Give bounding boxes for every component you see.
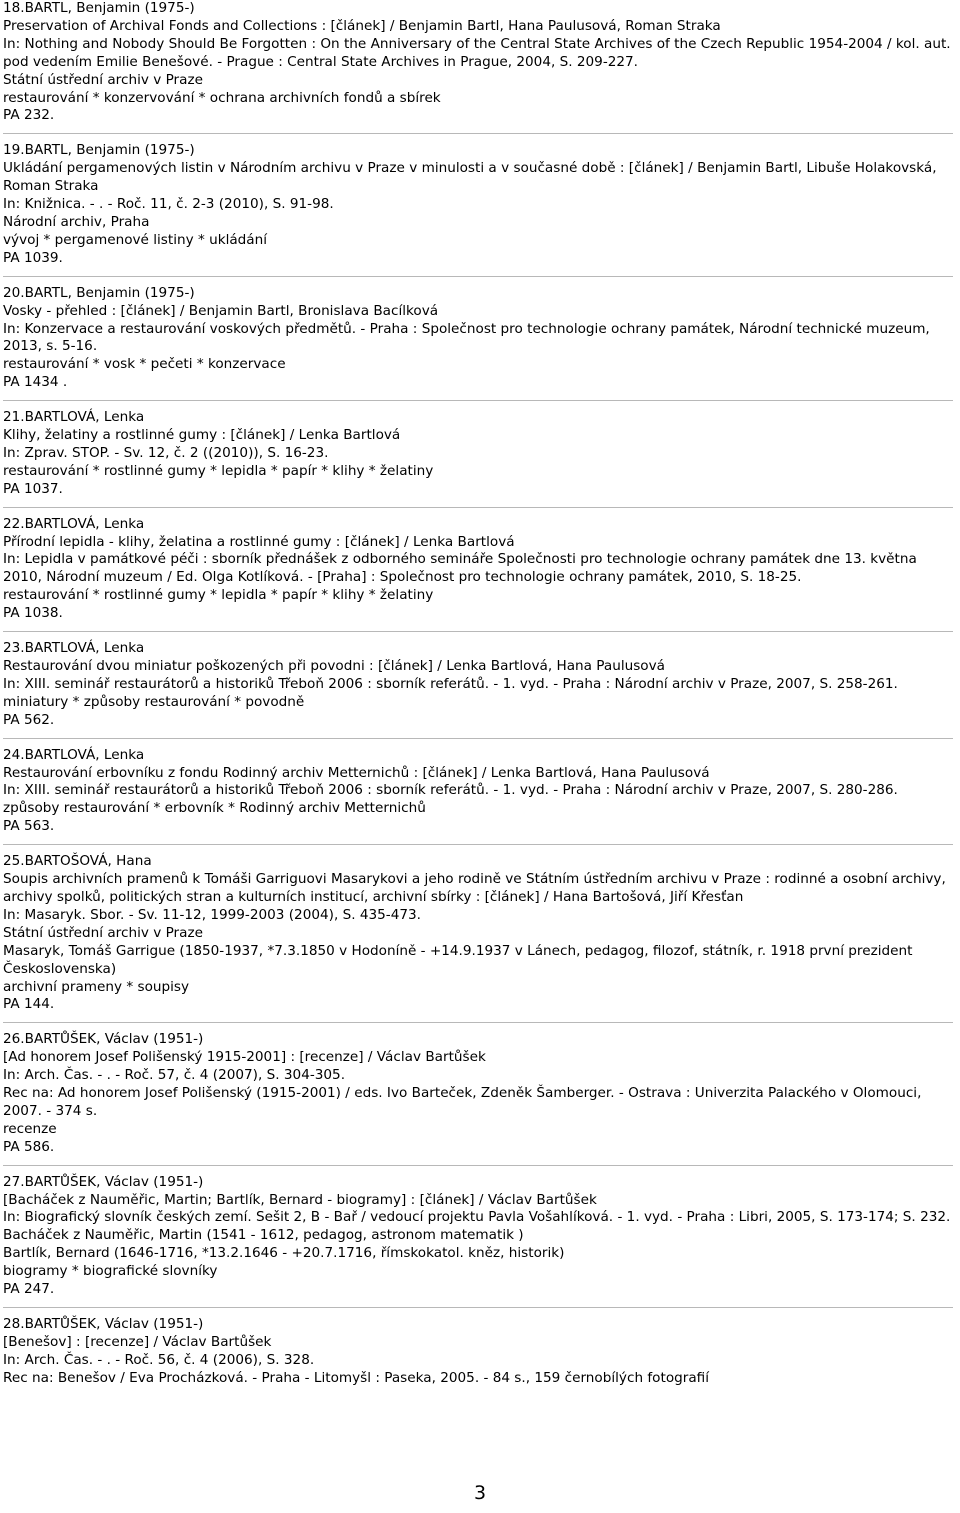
- entry-line: In: XIII. seminář restaurátorů a historiků Třeboň 2006 : sborník referátů. - 1. vyd. - Praha : Národní archiv v Praze, 2007, S. 280-286.: [3, 782, 898, 799]
- bibliography-entry: [3, 142, 953, 276]
- entry-line: Masaryk, Tomáš Garrigue (1850-1937, *7.3.1850 v Hodoníně - +14.9.1937 v Lánech, pedagog, filozof, státník, r. 1918 první prezident Československa): [3, 942, 913, 977]
- entry-line: Vosky - přehled : [článek] / Benjamin Bartl, Bronislava Bacílková: [3, 302, 439, 319]
- entry-line: Státní ústřední archiv v Praze: [3, 71, 203, 88]
- bibliography-entry: [3, 1031, 953, 1165]
- entry-line: PA 1039.: [3, 249, 63, 266]
- bibliography-entry: [3, 0, 953, 134]
- entry-line: In: Knižnica. - . - Roč. 11, č. 2-3 (2010), S. 91-98.: [3, 196, 334, 213]
- entry-line: Preservation of Archival Fonds and Collections : [článek] / Benjamin Bartl, Hana Paulusová, Roman Straka: [3, 17, 721, 34]
- entry-heading: 18.BARTL, Benjamin (1975-): [3, 0, 195, 16]
- entry-line: Národní archiv, Praha: [3, 213, 150, 230]
- entry-heading: 22.BARTLOVÁ, Lenka: [3, 515, 145, 532]
- entry-line: způsoby restaurování * erbovník * Rodinný archiv Metternichů: [3, 800, 426, 817]
- entry-line: In: Konzervace a restaurování voskových předmětů. - Praha : Společnost pro technologie ochrany památek, Národní technické muzeum, 2013, s. 5-16.: [3, 320, 930, 355]
- bibliography-entry: [3, 640, 953, 739]
- entry-line: vývoj * pergamenové listiny * ukládání: [3, 231, 268, 248]
- entry-line: biogramy * biografické slovníky: [3, 1263, 218, 1280]
- entry-line: Ukládání pergamenových listin v Národním archivu v Praze v minulosti a v současné době : [článek] / Benjamin Bartl, Libuše Holakovská, Roman Straka: [3, 160, 937, 195]
- entry-line: PA 247.: [3, 1281, 55, 1298]
- entry-line: Rec na: Ad honorem Josef Polišenský (1915-2001) / eds. Ivo Barteček, Zdeněk Šamberger. - Ostrava : Univerzita Palackého v Olomouci, 2007. - 374 s.: [3, 1085, 922, 1119]
- entry-line: Soupis archivních pramenů k Tomáši Garriguovi Masarykovi a jeho rodině ve Státním ústředním archivu v Praze : rodinné a osobní archivy, archivy spolků, politických stran a kulturních institucí, archivní sbírky : [článek] / Hana Bartošová, Jiří Křesťan: [3, 871, 946, 905]
- entry-line: miniatury * způsoby restaurování * povodně: [3, 693, 305, 710]
- entry-line: In: Lepidla v památkové péči : sborník přednášek z odborného semináře Společnosti pro technologie ochrany památek dne 13. května 2010, Národní muzeum / Ed. Olga Kotlíková. - [Praha] : Společnost pro technologie ochrany památek, 2010, S. 18-25.: [3, 551, 917, 586]
- entry-line: restaurování * vosk * pečeti * konzervace: [3, 356, 286, 373]
- bibliography-entry: [3, 1174, 953, 1308]
- entry-line: [Benešov] : [recenze] / Václav Bartůšek: [3, 1333, 272, 1350]
- entry-line: restaurování * konzervování * ochrana archivních fondů a sbírek: [3, 89, 441, 106]
- entry-line: PA 563.: [3, 818, 55, 835]
- entry-line: In: Zprav. STOP. - Sv. 12, č. 2 ((2010)), S. 16-23.: [3, 444, 329, 461]
- bibliography-list: [3, 0, 953, 1404]
- entry-line: In: Biografický slovník českých zemí. Sešit 2, B - Bař / vedoucí projektu Pavla Vošahlíková. - 1. vyd. - Praha : Libri, 2005, S. 173-174; S. 232.: [3, 1209, 951, 1226]
- entry-line: archivní prameny * soupisy: [3, 978, 190, 995]
- bibliography-entry: [3, 747, 953, 846]
- entry-line: restaurování * rostlinné gumy * lepidla * papír * klihy * želatiny: [3, 462, 434, 479]
- entry-line: Rec na: Benešov / Eva Procházková. - Praha - Litomyšl : Paseka, 2005. - 84 s., 159 černobílých fotografií: [3, 1369, 710, 1386]
- entry-heading: 24.BARTLOVÁ, Lenka: [3, 746, 145, 763]
- bibliography-entry: [3, 1316, 953, 1396]
- entry-heading: 27.BARTŮŠEK, Václav (1951-): [3, 1173, 204, 1190]
- entry-heading: 23.BARTLOVÁ, Lenka: [3, 640, 145, 657]
- entry-line: Restaurování erbovníku z fondu Rodinný archiv Metternichů : [článek] / Lenka Bartlová, Hana Paulusová: [3, 764, 710, 781]
- entry-line: PA 586.: [3, 1138, 55, 1155]
- entry-line: In: Arch. Čas. - . - Roč. 56, č. 4 (2006), S. 328.: [3, 1351, 315, 1368]
- entry-heading: 28.BARTŮŠEK, Václav (1951-): [3, 1316, 204, 1332]
- entry-line: In: Masaryk. Sbor. - Sv. 11-12, 1999-2003 (2004), S. 435-473.: [3, 906, 421, 923]
- entry-line: PA 562.: [3, 711, 55, 728]
- bibliography-entry: [3, 853, 953, 1023]
- page-number: 3: [473, 1482, 487, 1504]
- entry-line: PA 144.: [3, 996, 55, 1013]
- entry-line: PA 1038.: [3, 605, 63, 622]
- entry-line: Státní ústřední archiv v Praze: [3, 924, 203, 941]
- entry-line: PA 1434 .: [3, 374, 68, 391]
- entry-line: [Ad honorem Josef Polišenský 1915-2001] : [recenze] / Václav Bartůšek: [3, 1049, 486, 1066]
- entry-heading: 21.BARTLOVÁ, Lenka: [3, 409, 145, 426]
- entry-line: In: Arch. Čas. - . - Roč. 57, č. 4 (2007), S. 304-305.: [3, 1067, 346, 1084]
- entry-line: PA 232.: [3, 107, 55, 124]
- bibliography-entry: [3, 409, 953, 508]
- entry-line: In: XIII. seminář restaurátorů a historiků Třeboň 2006 : sborník referátů. - 1. vyd. - Praha : Národní archiv v Praze, 2007, S. 258-261.: [3, 675, 898, 692]
- bibliography-entry: [3, 516, 953, 632]
- entry-heading: 26.BARTŮŠEK, Václav (1951-): [3, 1031, 204, 1048]
- entry-line: Přírodní lepidla - klihy, želatina a rostlinné gumy : [článek] / Lenka Bartlová: [3, 533, 515, 550]
- bibliography-entry: [3, 285, 953, 401]
- entry-heading: 25.BARTOŠOVÁ, Hana: [3, 853, 152, 870]
- entry-line: recenze: [3, 1120, 57, 1137]
- entry-line: PA 1037.: [3, 480, 63, 497]
- entry-line: In: Nothing and Nobody Should Be Forgotten : On the Anniversary of the Central State Archives of the Czech Republic 1954-2004 / kol. aut. pod vedením Emilie Benešové. - Prague : Central State Archives in Prague, 2004, S. 209-227.: [3, 35, 951, 70]
- entry-line: Bartlík, Bernard (1646-1716, *13.2.1646 - +20.7.1716, římskokatol. kněz, historik): [3, 1245, 565, 1262]
- entry-line: Klihy, želatiny a rostlinné gumy : [článek] / Lenka Bartlová: [3, 427, 401, 444]
- entry-heading: 19.BARTL, Benjamin (1975-): [3, 142, 195, 159]
- entry-heading: 20.BARTL, Benjamin (1975-): [3, 284, 195, 301]
- entry-line: restaurování * rostlinné gumy * lepidla * papír * klihy * želatiny: [3, 587, 434, 604]
- entry-line: [Bacháček z Nauměřic, Martin; Bartlík, Bernard - biogramy] : [článek] / Václav Bartůšek: [3, 1191, 597, 1208]
- entry-line: Restaurování dvou miniatur poškozených při povodni : [článek] / Lenka Bartlová, Hana Paulusová: [3, 658, 666, 674]
- entry-line: Bacháček z Nauměřic, Martin (1541 - 1612, pedagog, astronom matematik ): [3, 1227, 524, 1244]
